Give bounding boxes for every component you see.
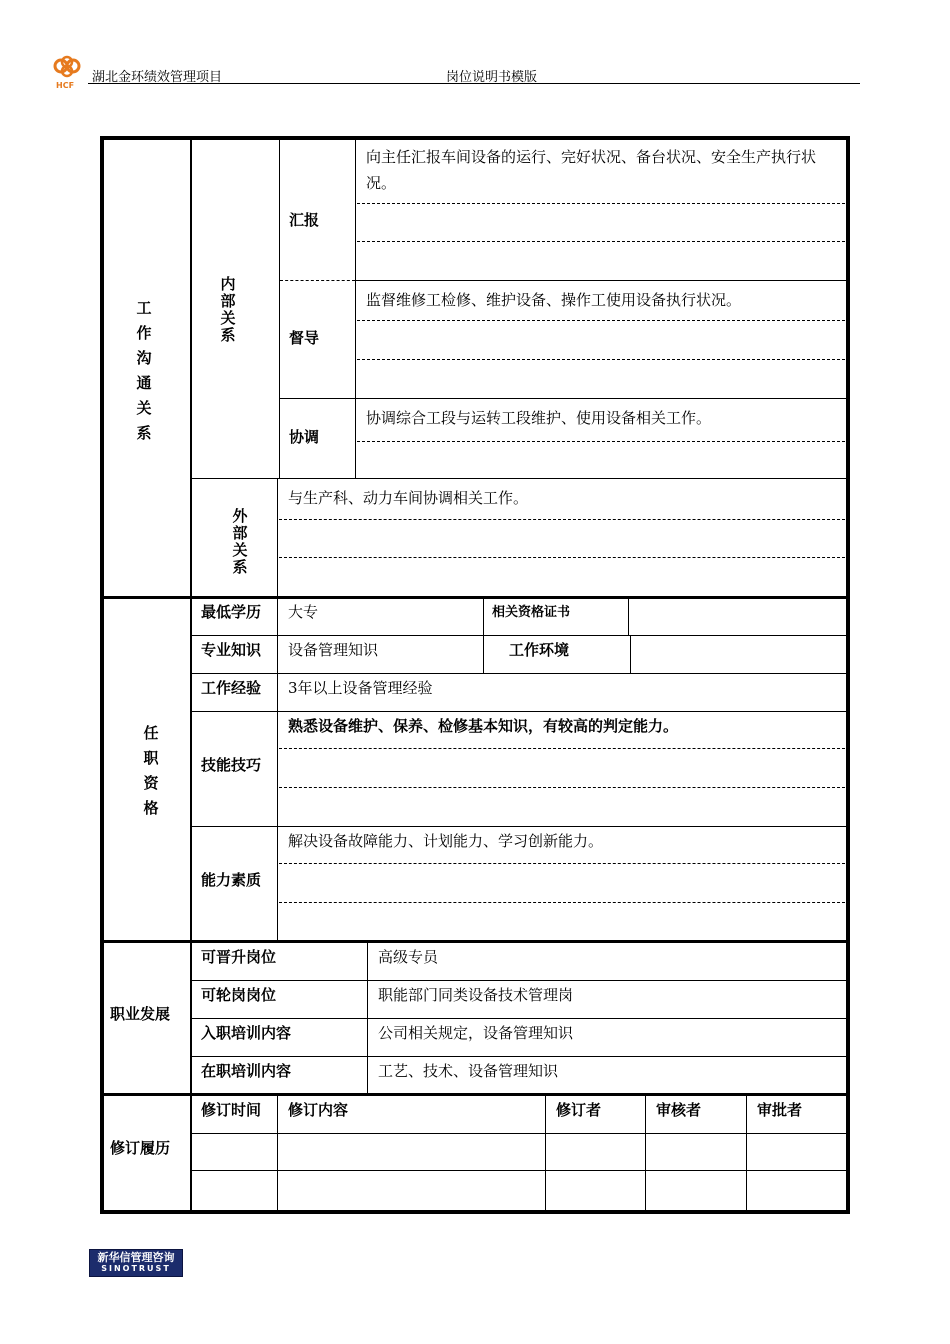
sinotrust-logo-en: SINOTRUST [101, 1264, 171, 1273]
min-education-value: 大专 [288, 603, 319, 621]
coordinate-text: 协调综合工段与运转工段维护、使用设备相关工作。 [366, 409, 712, 427]
supervise-text: 监督维修工检修、维护设备、操作工使用设备执行状况。 [366, 291, 742, 309]
career-row-label: 可轮岗岗位 [201, 986, 277, 1004]
header-doc-title: 岗位说明书模版 [446, 70, 538, 85]
sinotrust-logo-cn: 新华信管理咨询 [97, 1251, 175, 1264]
career-row-value: 公司相关规定，设备管理知识 [378, 1024, 574, 1042]
ability-value: 解决设备故障能力、计划能力、学习创新能力。 [288, 832, 604, 850]
revision-header-cell: 审核者 [656, 1101, 702, 1119]
revision-header-cell: 修订内容 [288, 1101, 349, 1119]
knowledge-label: 专业知识 [201, 641, 262, 659]
header-rule [88, 83, 860, 84]
knowledge-value: 设备管理知识 [288, 641, 379, 659]
report-label: 汇报 [289, 211, 320, 229]
ability-label: 能力素质 [201, 871, 262, 889]
revision-header-cell: 审批者 [757, 1101, 803, 1119]
career-row-value: 高级专员 [378, 948, 439, 966]
career-row-value: 职能部门同类设备技术管理岗 [378, 986, 574, 1004]
certificate-label: 相关资格证书 [492, 605, 571, 620]
work-env-label: 工作环境 [509, 641, 570, 659]
revision-header-cell: 修订者 [556, 1101, 602, 1119]
revision-header-cell: 修订时间 [201, 1101, 262, 1119]
skill-value: 熟悉设备维护、保养、检修基本知识，有较高的判定能力。 [288, 717, 679, 735]
hcf-logo [48, 54, 86, 90]
external-text: 与生产科、动力车间协调相关工作。 [288, 489, 529, 507]
experience-label: 工作经验 [201, 679, 262, 697]
career-section-label: 职业发展 [110, 1005, 171, 1023]
internal-relations-label: 内部关系 [220, 275, 236, 344]
skill-label: 技能技巧 [201, 756, 262, 774]
qualification-section-label: 任职资格 [143, 724, 159, 817]
career-row-label: 入职培训内容 [201, 1024, 292, 1042]
sinotrust-logo [89, 1249, 183, 1277]
career-row-value: 工艺、技术、设备管理知识 [378, 1062, 559, 1080]
header-company: 湖北金环绩效管理项目 [92, 70, 223, 85]
report-text: 向主任汇报车间设备的运行、完好状况、备台状况、安全生产执行状况。 [366, 148, 817, 192]
external-relations-label: 外部关系 [232, 507, 248, 576]
career-row-label: 在职培训内容 [201, 1062, 292, 1080]
career-row-label: 可晋升岗位 [201, 948, 277, 966]
coordinate-label: 协调 [289, 428, 320, 446]
logo-text: HCF [56, 81, 75, 90]
supervise-label: 督导 [289, 329, 320, 347]
revision-section-label: 修订履历 [110, 1139, 171, 1157]
communication-section-label: 工作沟通关系 [136, 299, 152, 442]
experience-value: 3年以上设备管理经验 [288, 679, 433, 697]
min-education-label: 最低学历 [201, 603, 262, 621]
